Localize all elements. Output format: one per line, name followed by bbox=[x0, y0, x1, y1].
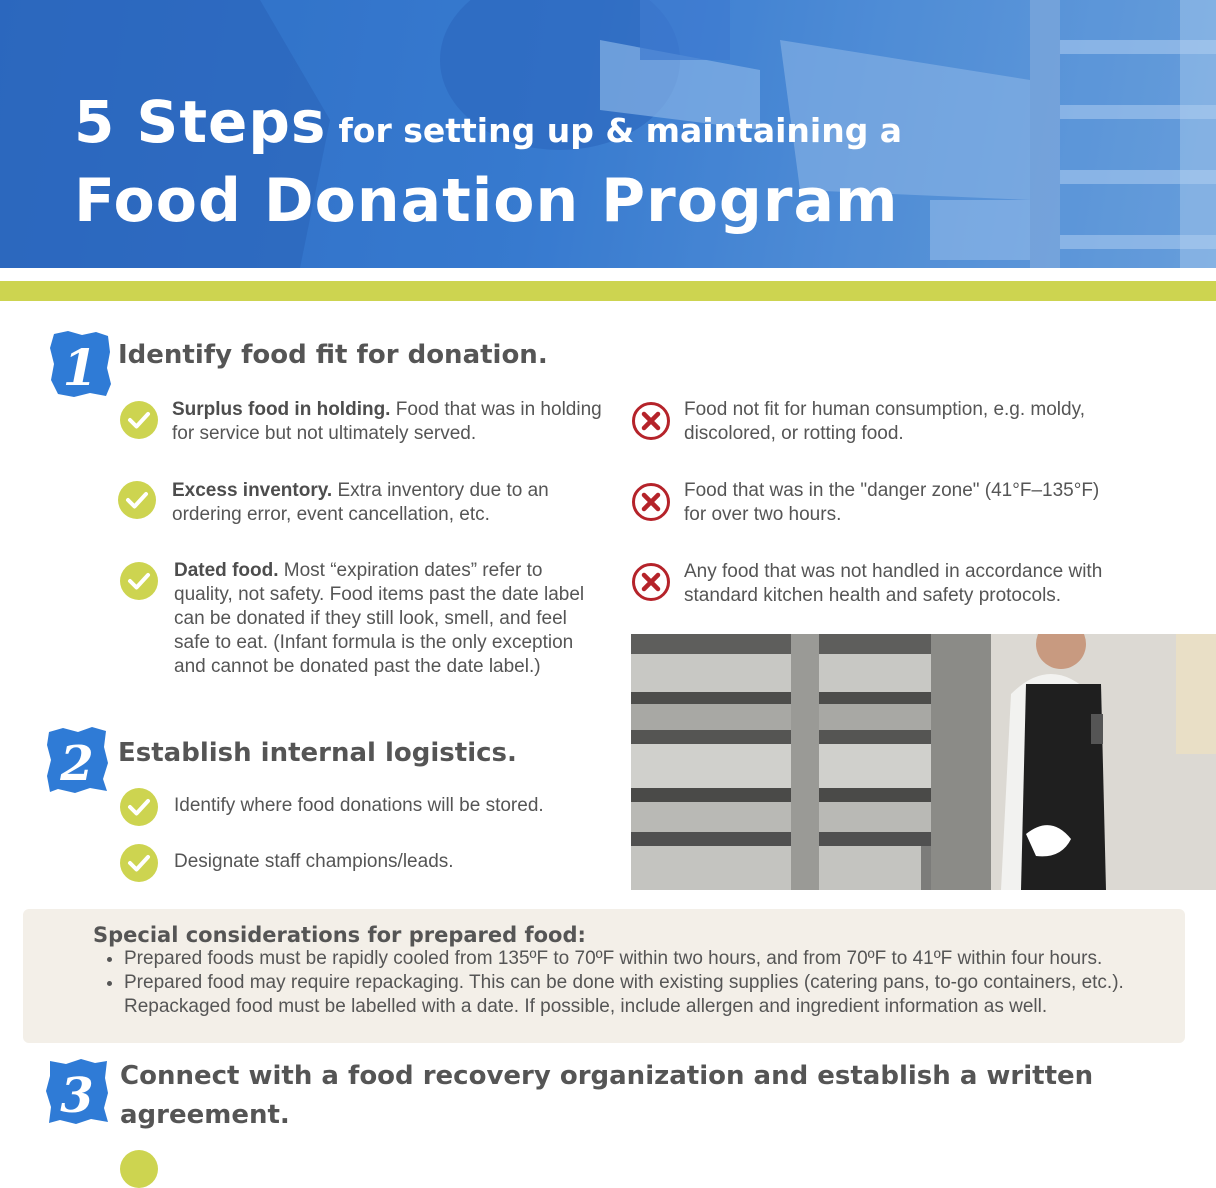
steps-subtitle-text: for setting up & maintaining a bbox=[338, 111, 903, 150]
fit-item-bold: Surplus food in holding. bbox=[172, 399, 391, 420]
logistics-item-champions: Designate staff champions/leads. bbox=[174, 851, 454, 872]
hero-title-line1 bbox=[74, 88, 902, 156]
special-considerations-heading: Special considerations for prepared food: bbox=[93, 923, 586, 947]
kitchen-rack-photo bbox=[631, 634, 1216, 890]
check-icon bbox=[120, 1150, 158, 1188]
accent-divider bbox=[0, 281, 1216, 301]
logistics-item-storage: Identify where food donations will be stored. bbox=[174, 795, 544, 816]
fit-item-bold: Excess inventory. bbox=[172, 480, 333, 501]
special-bullet-cooling: • Prepared foods must be rapidly cooled from 135ºF to 70ºF within two hours, and from 70ºF to 41ºF within four hours. bbox=[124, 947, 1144, 971]
step-2-title: Establish internal logistics. bbox=[118, 738, 517, 768]
step-2-number: 2 bbox=[60, 736, 94, 792]
special-bullet-repackaging: • Prepared food may require repackaging. This can be done with existing supplies (catering pans, to-go containers, etc.). Repackaged food must be labelled with a date. If possible, include allergen and ingredient information as well. bbox=[124, 971, 1144, 1019]
fit-item-dated bbox=[174, 559, 594, 679]
check-icon bbox=[120, 401, 158, 439]
special-considerations-panel bbox=[23, 909, 1185, 1043]
fit-item-text: Extra inventory due to an ordering error, event cancellation, etc. bbox=[172, 480, 549, 525]
step-3-title: Connect with a food recovery organization and establish a written agreement. bbox=[120, 1061, 1094, 1130]
check-icon bbox=[118, 481, 156, 519]
check-icon bbox=[120, 844, 158, 882]
unfit-item-danger-zone: Food that was in the "danger zone" (41°F–135°F) for over two hours. bbox=[684, 480, 1100, 525]
unfit-item-spoiled: Food not fit for human consumption, e.g. moldy, discolored, or rotting food. bbox=[684, 399, 1085, 444]
fit-item-surplus bbox=[172, 398, 602, 446]
fit-item-bold: Dated food. bbox=[174, 560, 279, 581]
unfit-item-unhandled: Any food that was not handled in accordance with standard kitchen health and safety protocols. bbox=[684, 561, 1103, 606]
step-3-badge bbox=[45, 1058, 109, 1126]
step-3-number: 3 bbox=[60, 1068, 94, 1124]
check-icon bbox=[120, 562, 158, 600]
step-1-badge bbox=[48, 330, 112, 398]
x-circle-icon bbox=[631, 401, 671, 441]
step-1-number: 1 bbox=[62, 338, 98, 397]
x-circle-icon bbox=[631, 482, 671, 522]
step-1-title: Identify food fit for donation. bbox=[118, 340, 548, 370]
x-circle-icon bbox=[631, 562, 671, 602]
fit-item-text: Most “expiration dates” refer to quality, not safety. Food items past the date label can be donated if they still look, smell, and feel safe to eat. (Infant formula is the only exception and cannot be donated past the date label.) bbox=[174, 560, 585, 677]
fit-item-excess bbox=[172, 479, 572, 527]
steps-count-text: 5 Steps bbox=[74, 88, 327, 156]
program-title: Food Donation Program bbox=[74, 166, 899, 236]
hero-banner bbox=[0, 0, 1216, 268]
fit-item-text: Food that was in holding for service but not ultimately served. bbox=[172, 399, 602, 444]
special-considerations-list bbox=[99, 947, 1144, 1019]
step-2-badge bbox=[45, 726, 109, 794]
check-icon bbox=[120, 788, 158, 826]
